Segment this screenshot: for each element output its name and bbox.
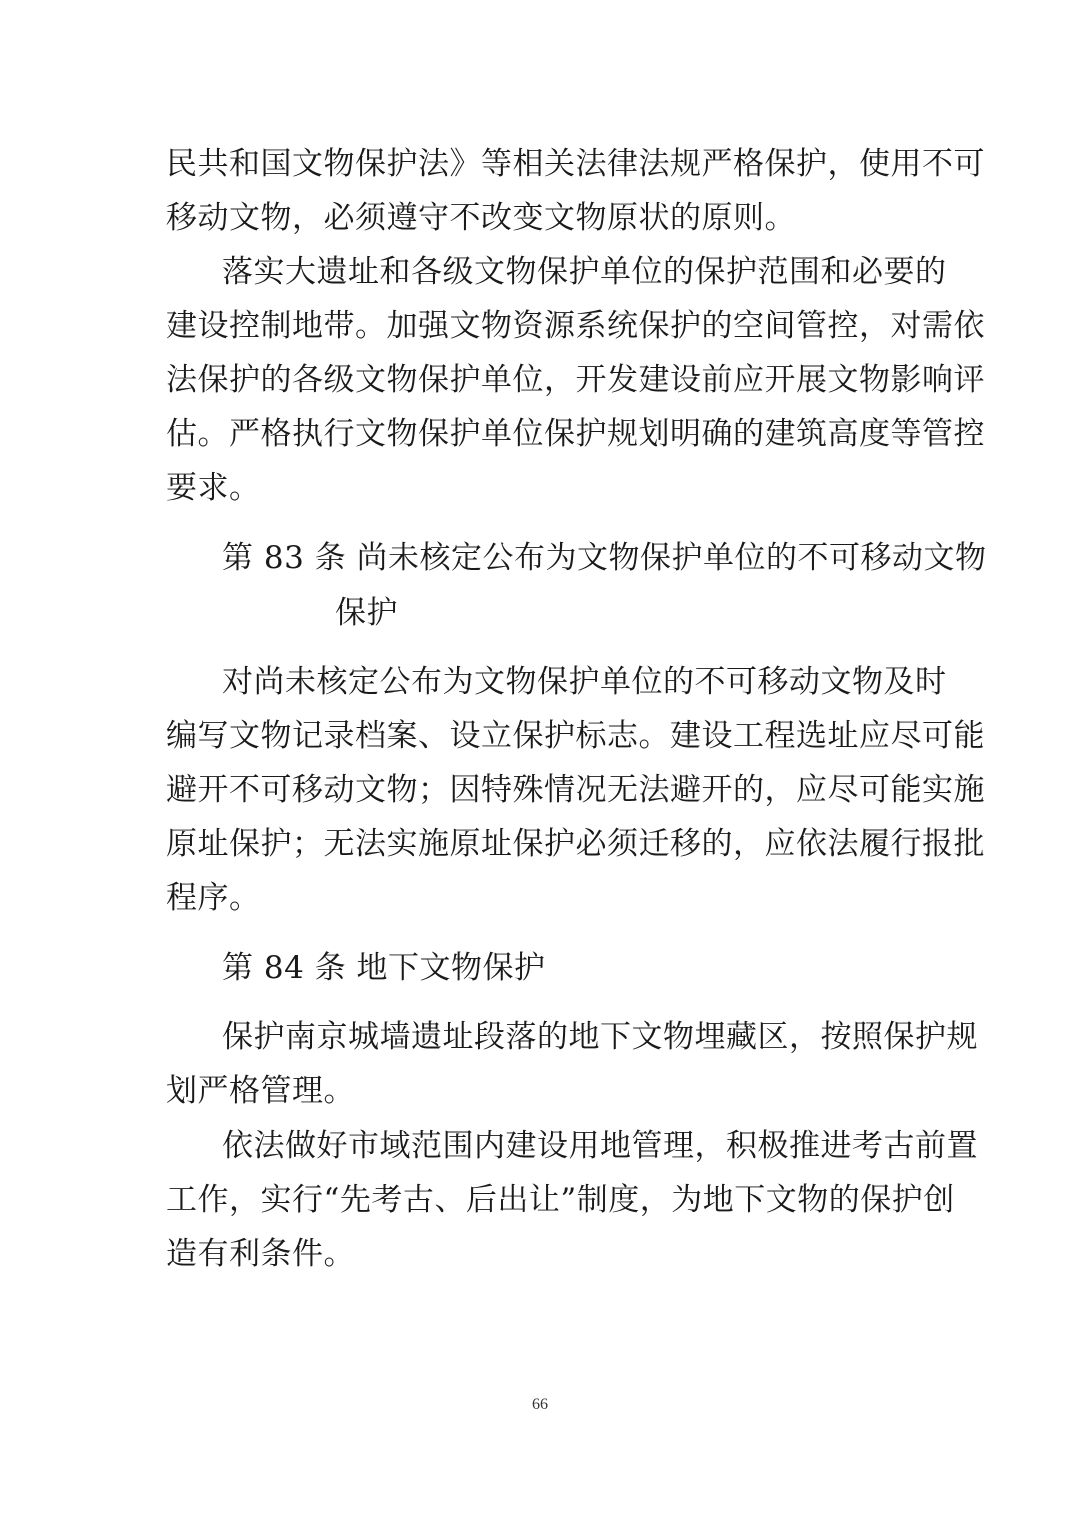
paragraph-2-line-2: 建设控制地带。加强文物资源系统保护的空间管控，对需依 xyxy=(166,308,985,344)
paragraph-4-line-1: 保护南京城墙遗址段落的地下文物埋藏区，按照保护规 xyxy=(222,1019,978,1055)
paragraph-1-line-1: 民共和国文物保护法》等相关法律法规严格保护，使用不可 xyxy=(166,146,985,182)
paragraph-5-line-1: 依法做好市域范围内建设用地管理，积极推进考古前置 xyxy=(222,1128,978,1164)
paragraph-5-line-2: 工作，实行“先考古、后出让”制度，为地下文物的保护创 xyxy=(166,1182,955,1218)
paragraph-3-line-5: 程序。 xyxy=(166,880,261,916)
paragraph-3-line-2: 编写文物记录档案、设立保护标志。建设工程选址应尽可能 xyxy=(166,718,985,754)
paragraph-3-line-1: 对尚未核定公布为文物保护单位的不可移动文物及时 xyxy=(222,664,947,700)
page-number: 66 xyxy=(532,1396,548,1413)
paragraph-2-line-4: 估。严格执行文物保护单位保护规划明确的建筑高度等管控 xyxy=(166,416,985,452)
article-83-heading: 第 83 条 尚未核定公布为文物保护单位的不可移动文物 xyxy=(222,540,987,576)
paragraph-2-line-1: 落实大遗址和各级文物保护单位的保护范围和必要的 xyxy=(222,254,947,290)
paragraph-5-line-3: 造有利条件。 xyxy=(166,1236,355,1272)
paragraph-4-line-2: 划严格管理。 xyxy=(166,1073,355,1109)
article-83-heading-cont: 保护 xyxy=(335,595,398,631)
paragraph-3-line-3: 避开不可移动文物；因特殊情况无法避开的，应尽可能实施 xyxy=(166,772,985,808)
paragraph-2-line-3: 法保护的各级文物保护单位，开发建设前应开展文物影响评 xyxy=(166,362,985,398)
paragraph-2-line-5: 要求。 xyxy=(166,470,261,506)
paragraph-1-line-2: 移动文物，必须遵守不改变文物原状的原则。 xyxy=(166,200,796,236)
article-84-heading: 第 84 条 地下文物保护 xyxy=(222,950,546,986)
paragraph-3-line-4: 原址保护；无法实施原址保护必须迁移的，应依法履行报批 xyxy=(166,826,985,862)
